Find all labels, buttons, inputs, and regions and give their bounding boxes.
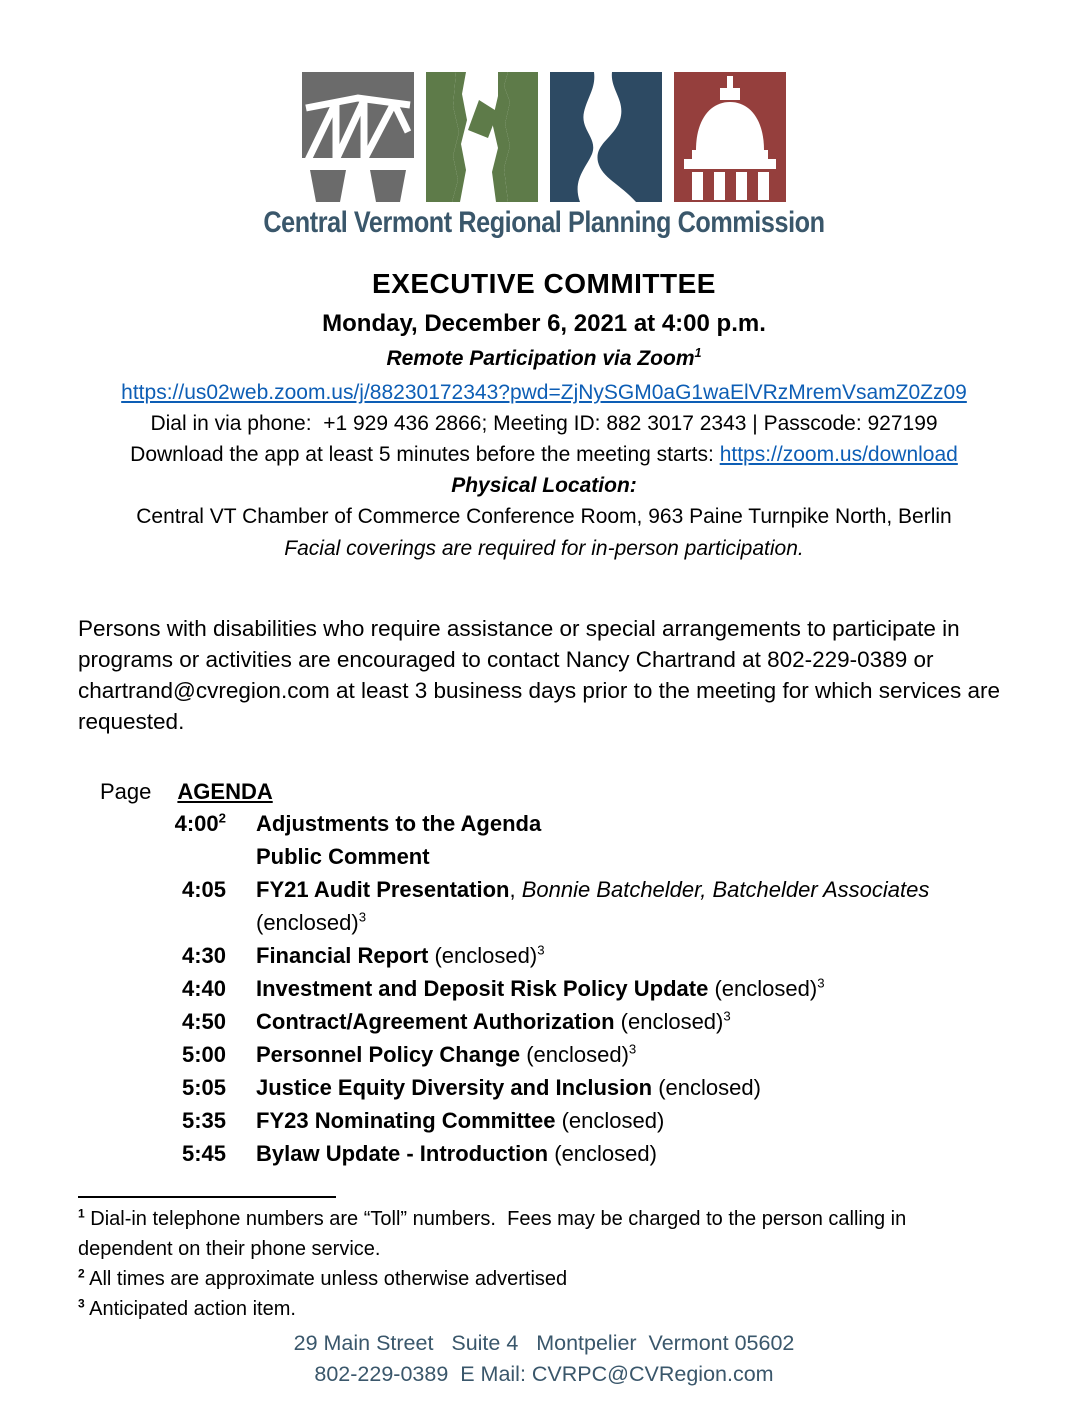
- agenda-item-time: 5:45: [181, 1141, 226, 1166]
- physical-location-address: Central VT Chamber of Commerce Conference Room, 963 Paine Turnpike North, Berlin: [136, 505, 952, 528]
- logo-panels: [0, 72, 1088, 202]
- winding-river-icon: [550, 72, 662, 202]
- agenda-item: [78, 1038, 1088, 1071]
- agenda-item-text: Adjustments to the Agenda: [256, 811, 542, 836]
- meeting-datetime: Monday, December 6, 2021 at 4:00 p.m.: [322, 310, 766, 337]
- download-instruction-line: [0, 443, 1088, 467]
- agenda-item: [78, 1005, 1088, 1038]
- agenda-item-time: 5:05: [181, 1075, 226, 1100]
- agenda-item: [78, 873, 1088, 939]
- agenda-item-text: Justice Equity Diversity and Inclusion (enclosed): [256, 1075, 761, 1100]
- page-footer: [0, 1328, 1088, 1390]
- agenda-item: [78, 1071, 1088, 1104]
- agenda-item: [78, 1104, 1088, 1137]
- agenda-item-text: Financial Report (enclosed)$^3$: [256, 942, 545, 968]
- agenda-item-text: Bylaw Update - Introduction (enclosed): [256, 1141, 657, 1166]
- agenda-items: [0, 807, 1088, 1170]
- remote-participation-line: [0, 347, 1088, 371]
- agenda-page-column-label: Page: [100, 779, 152, 804]
- agenda-item-text: Contract/Agreement Authorization (enclosed)$^3$: [256, 1008, 731, 1034]
- agenda-item-time: 4:30: [181, 943, 226, 968]
- agenda-item: [78, 972, 1088, 1005]
- agenda-item-time: 4:40: [181, 976, 226, 1001]
- zoom-meeting-link[interactable]: https://us02web.zoom.us/j/88230172343?pwd=ZjNySGM0aG1waElVRzMremVsamZ0Zz09: [121, 381, 967, 404]
- agenda-header: [100, 779, 1088, 805]
- download-instruction-text: Download the app at least 5 minutes before the meeting starts:: [130, 443, 720, 466]
- footnotes: [78, 1204, 962, 1324]
- document-title: EXECUTIVE COMMITTEE: [372, 268, 716, 299]
- logo-org-name: Central Vermont Regional Planning Commission: [263, 206, 825, 239]
- agenda-item-time: 4:50: [181, 1009, 226, 1034]
- covered-bridge-icon: [302, 72, 414, 202]
- cvrpc-logo: [0, 0, 1088, 240]
- physical-location-label: Physical Location:: [451, 474, 637, 497]
- agenda-item-time: $4:00^2$: [174, 810, 226, 836]
- remote-participation-label: Remote Participation via Zoom: [386, 347, 695, 370]
- agenda-heading: AGENDA: [177, 779, 273, 804]
- agenda-item-text: Investment and Deposit Risk Policy Update (enclosed)$^3$: [256, 975, 825, 1001]
- footer-address: 29 Main Street Suite 4 Montpelier Vermont 05602: [293, 1331, 795, 1355]
- accessibility-notice: Persons with disabilities who require assistance or special arrangements to participate in programs or activities are encouraged to contact Nancy Chartrand at 802-229-0389 or chartrand@cvregion.com at least 3 business days prior to the meeting for which services are requested.: [78, 616, 1001, 734]
- agenda-item: [78, 1137, 1088, 1170]
- agenda-item-text: FY21 Audit Presentation, Bonnie Batchelder, Batchelder Associates (enclosed)$^3$: [256, 877, 930, 935]
- footnote: $^3$ Anticipated action item.: [78, 1296, 296, 1320]
- footnote: $^2$ All times are approximate unless otherwise advertised: [78, 1266, 568, 1290]
- agenda-item-time: 4:05: [181, 877, 226, 902]
- agenda-item-text: Personnel Policy Change (enclosed)$^3$: [256, 1041, 637, 1067]
- capitol-dome-icon: [674, 72, 786, 202]
- agenda-item: [78, 939, 1088, 972]
- footnote-divider: [78, 1196, 336, 1198]
- agenda-item: [78, 840, 1088, 873]
- dial-in-info: Dial in via phone: +1 929 436 2866; Meeting ID: 882 3017 2343 | Passcode: 927199: [150, 412, 938, 435]
- facial-covering-notice: Facial coverings are required for in-person participation.: [284, 537, 804, 560]
- footnote-ref-1: 1: [694, 346, 702, 360]
- agenda-item-time: [78, 840, 226, 873]
- agenda-item-text: FY23 Nominating Committee (enclosed): [256, 1108, 665, 1133]
- agenda-item-time: 5:35: [181, 1108, 226, 1133]
- zoom-download-link[interactable]: https://zoom.us/download: [719, 443, 958, 466]
- agenda-item-time: 5:00: [181, 1042, 226, 1067]
- vermont-map-icon: [426, 72, 538, 202]
- footer-contact: 802-229-0389 E Mail: CVRPC@CVRegion.com: [314, 1362, 774, 1386]
- agenda-section: [0, 779, 1088, 1170]
- agenda-item: [78, 807, 1088, 840]
- agenda-item-text: Public Comment: [256, 844, 430, 869]
- footnote: $^1$ Dial-in telephone numbers are “Toll” numbers. Fees may be charged to the person calling in dependent on their phone service.: [78, 1206, 912, 1260]
